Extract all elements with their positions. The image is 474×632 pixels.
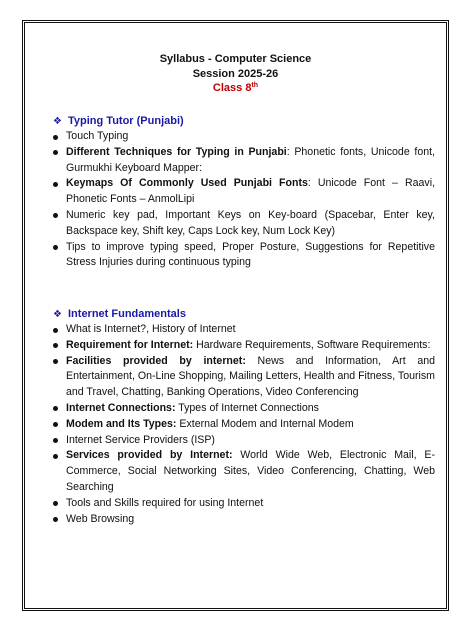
bullet-icon xyxy=(53,343,58,348)
section-typing-tutor xyxy=(53,113,435,271)
item-heading: Modem and Its Types: xyxy=(66,417,177,430)
list-item xyxy=(53,322,435,338)
diamond-bullet-icon: ❖ xyxy=(53,115,62,127)
list-item xyxy=(53,176,435,208)
item-text: Types of Internet Connections xyxy=(175,401,319,414)
list-item xyxy=(53,208,435,240)
item-list xyxy=(53,129,435,271)
bullet-icon xyxy=(53,328,58,333)
item-heading: Services provided by Internet: xyxy=(66,449,233,462)
item-text: : Phonetic fonts, Unicode font, Gurmukhi Keyboard Mapper: xyxy=(66,145,435,174)
item-heading: Facilities provided by internet: xyxy=(66,354,246,367)
item-heading: Different Techniques for Typing in Punjabi xyxy=(66,145,287,158)
list-item xyxy=(53,354,435,401)
class-label: Class 8th xyxy=(212,82,259,94)
list-item xyxy=(53,401,435,417)
item-text: External Modem and Internal Modem xyxy=(176,417,354,430)
bullet-icon xyxy=(53,150,58,155)
item-heading: Requirement for Internet: xyxy=(66,338,194,351)
diamond-bullet-icon: ❖ xyxy=(53,308,62,320)
list-item xyxy=(53,240,435,272)
document-title: Syllabus - Computer Science xyxy=(159,53,312,65)
section-internet-fundamentals xyxy=(53,306,435,527)
item-heading: Keymaps Of Commonly Used Punjabi Fonts xyxy=(66,177,308,190)
item-text: News and Information, Art and Entertainment, On-Line Shopping, Mailing Letters, Health and Fitness, Tourism and Travel, Chatting, Banking Operations, Video Conferencing xyxy=(66,354,436,399)
item-list xyxy=(53,322,435,527)
item-text: Tools and Skills required for using Internet xyxy=(66,496,264,509)
list-item xyxy=(53,145,435,177)
item-text: Internet Service Providers (ISP) xyxy=(66,433,215,446)
item-text: Web Browsing xyxy=(66,512,135,525)
bullet-icon xyxy=(53,406,58,411)
item-text: Hardware Requirements, Software Requirements: xyxy=(193,338,431,351)
session-label: Session 2025-26 xyxy=(192,68,279,80)
bullet-icon xyxy=(53,454,58,459)
bullet-icon xyxy=(53,359,58,364)
bullet-icon xyxy=(53,245,58,250)
bullet-icon xyxy=(53,438,58,443)
item-heading: Internet Connections: xyxy=(66,401,176,414)
section-title: Internet Fundamentals xyxy=(68,308,186,320)
bullet-icon xyxy=(53,182,58,187)
item-text: : Unicode Font – Raavi, Phonetic Fonts – AnmolLipi xyxy=(66,177,436,206)
list-item xyxy=(53,448,435,495)
bullet-icon xyxy=(53,517,58,522)
bullet-icon xyxy=(53,213,58,218)
item-text: Numeric key pad, Important Keys on Key-board (Spacebar, Enter key, Backspace key, Shift key, Caps Lock key, Num Lock Key) xyxy=(66,208,435,237)
list-item xyxy=(53,496,435,512)
item-text: Touch Typing xyxy=(66,130,129,142)
item-text: Tips to improve typing speed, Proper Posture, Suggestions for Repetitive Stress Injuries during continuous typing xyxy=(66,240,435,269)
list-item xyxy=(53,433,435,449)
bullet-icon xyxy=(53,501,58,506)
list-item xyxy=(53,129,435,145)
bullet-icon xyxy=(53,422,58,427)
bullet-icon xyxy=(53,135,58,140)
list-item xyxy=(53,512,435,528)
page-border xyxy=(22,20,449,611)
item-text: World Wide Web, Electronic Mail, E-Commerce, Social Networking Sites, Video Conferencing, Chatting, Web Searching xyxy=(66,449,435,493)
section-title: Typing Tutor (Punjabi) xyxy=(68,115,184,127)
list-item xyxy=(53,338,435,354)
item-text: What is Internet?, History of Internet xyxy=(66,323,236,335)
list-item xyxy=(53,417,435,433)
